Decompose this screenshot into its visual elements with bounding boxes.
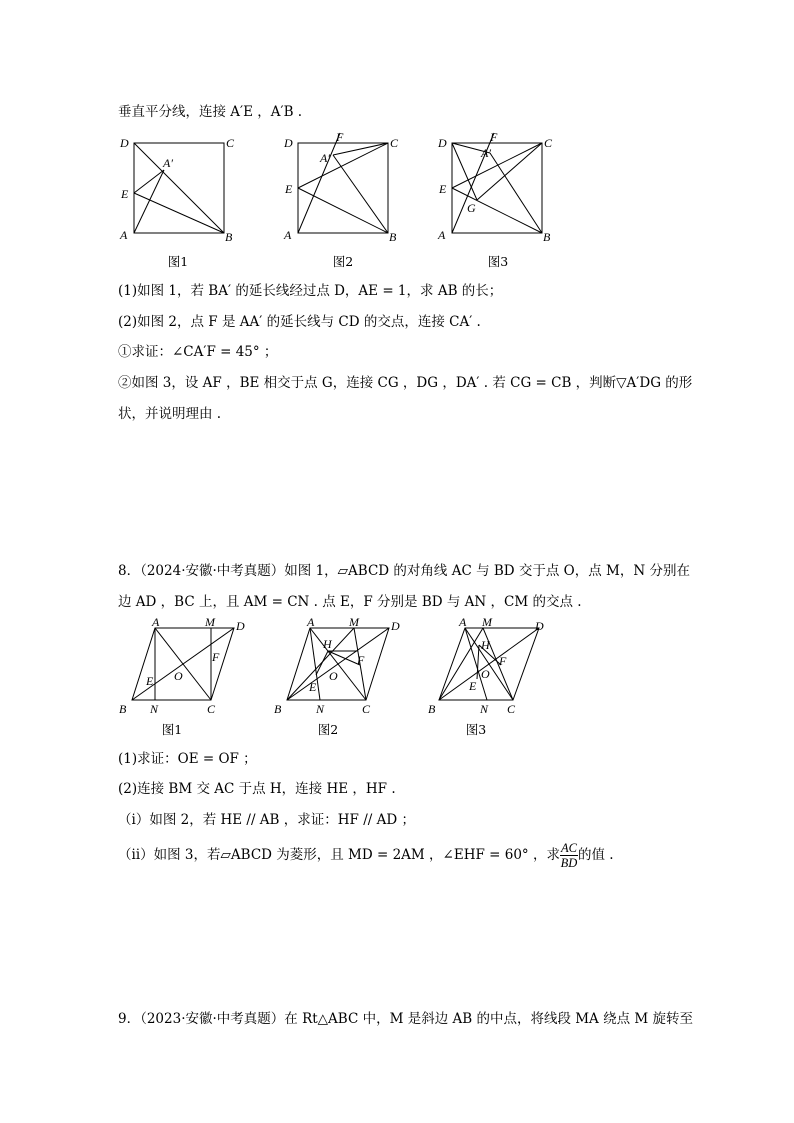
label-B: B (543, 230, 551, 244)
part-2: (2)如图 2，点 F 是 AA′ 的延长线与 CD 的交点，连接 CA′ . (118, 314, 481, 330)
label-A: A (284, 228, 292, 242)
label-N: N (150, 702, 159, 716)
label-H: H (323, 637, 332, 651)
text-line-continuation: 垂直平分线，连接 A′E ，A′B . (118, 104, 303, 120)
q8-part-2: (2)连接 BM 交 AC 于点 H，连接 HE ，HF . (118, 781, 396, 797)
label-E: E (121, 187, 129, 201)
part-2-i: ①求证：∠CA′F = 45° ； (118, 344, 278, 360)
label-F: F (212, 650, 220, 664)
label-C: C (207, 702, 216, 716)
caption-fig3: 图3 (487, 254, 509, 269)
label-E: E (309, 680, 317, 694)
label-A-prime: A′ (320, 151, 330, 165)
figure-square-3 (432, 130, 557, 249)
label-O: O (329, 669, 338, 683)
label-F: F (499, 654, 507, 668)
label-A: A (307, 615, 315, 629)
caption-fig3-q8: 图3 (465, 722, 487, 737)
figure-parallelogram-1 (112, 615, 257, 724)
label-F: F (357, 653, 365, 667)
label-E: E (146, 674, 154, 688)
label-D: D (236, 619, 245, 633)
label-A-prime: A′ (163, 156, 173, 170)
part-2-ii-cont: 状，并说明理由 . (118, 406, 222, 422)
caption-fig1: 图1 (167, 254, 189, 269)
label-A: A (152, 615, 160, 629)
label-O: O (174, 669, 183, 683)
label-B: B (274, 702, 282, 716)
figure-square-2 (278, 130, 398, 249)
label-G: G (467, 201, 476, 215)
q9-title: 9．（2023·安徽·中考真题）在 Rt△ABC 中，M 是斜边 AB 的中点，将线段 MA 绕点 M 旋转至 (118, 1011, 694, 1027)
label-M: M (482, 615, 492, 629)
label-M: M (205, 615, 215, 629)
label-B: B (225, 230, 233, 244)
q8-title: 8．（2024·安徽·中考真题）如图 1，▱ABCD 的对角线 AC 与 BD 交于点 O，点 M，N 分别在 (118, 563, 690, 579)
label-C: C (507, 702, 516, 716)
label-B: B (389, 230, 397, 244)
label-B: B (428, 702, 436, 716)
label-D: D (120, 136, 129, 150)
label-C: C (226, 136, 235, 150)
label-E: E (439, 182, 447, 196)
q8-part-2-ii (118, 840, 614, 870)
label-D: D (438, 136, 447, 150)
label-D: D (391, 619, 400, 633)
q8-title-cont: 边 AD ，BC 上，且 AM = CN . 点 E，F 分别是 BD 与 AN ，CM 的交点 . (118, 594, 582, 610)
caption-fig1-q8: 图1 (161, 722, 183, 737)
label-H: H (481, 638, 490, 652)
label-D: D (535, 619, 544, 633)
label-A: A (120, 228, 128, 242)
label-A: A (438, 228, 446, 242)
label-A-prime: A′ (481, 146, 491, 160)
fraction-numerator: AC (560, 841, 577, 855)
label-C: C (390, 136, 399, 150)
q8-part-2-ii-text: （ⅱ）如图 3，若▱ABCD 为菱形，且 MD = 2AM ，∠EHF = 60° ，求 (118, 847, 560, 863)
label-B: B (119, 702, 127, 716)
q8-part-2-ii-end: 的值 . (577, 847, 614, 863)
label-D: D (284, 136, 293, 150)
label-F: F (336, 130, 344, 144)
q8-part-1: (1)求证：OE = OF ； (118, 751, 257, 767)
figure-parallelogram-2 (270, 615, 415, 724)
label-E: E (469, 679, 477, 693)
label-N: N (316, 702, 325, 716)
label-E: E (285, 182, 293, 196)
part-2-ii: ②如图 3，设 AF ，BE 相交于点 G，连接 CG ，DG ，DA′ . 若 CG = CB ，判断▽A′DG 的形 (118, 375, 693, 391)
q8-part-2-i: （ⅰ）如图 2，若 HE // AB ，求证：HF // AD ； (118, 812, 415, 828)
caption-fig2-q8: 图2 (317, 722, 339, 737)
fraction-denominator: BD (560, 856, 578, 870)
label-M: M (349, 615, 359, 629)
figure-square-1 (112, 130, 235, 249)
label-A: A (459, 615, 467, 629)
label-F: F (490, 130, 498, 144)
label-N: N (480, 702, 489, 716)
fraction-ac-over-bd (560, 841, 578, 870)
caption-fig2: 图2 (332, 254, 354, 269)
figure-parallelogram-3 (425, 615, 570, 724)
part-1: (1)如图 1，若 BA′ 的延长线经过点 D，AE = 1，求 AB 的长； (118, 283, 503, 299)
label-O: O (481, 667, 490, 681)
label-C: C (362, 702, 371, 716)
label-C: C (544, 136, 553, 150)
